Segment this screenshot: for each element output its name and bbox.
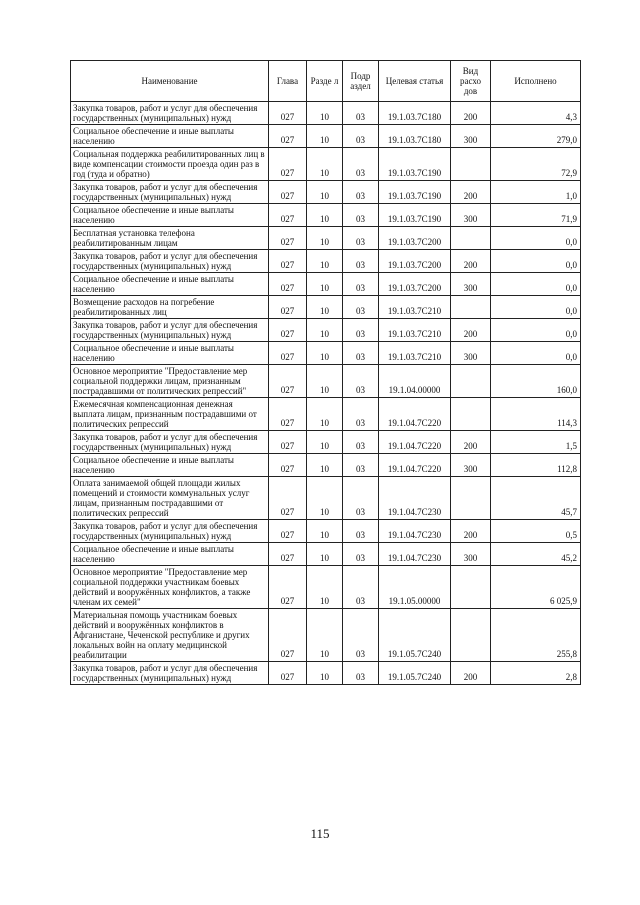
cell-glava: 027 [269,181,307,204]
header-row [71,61,581,102]
cell-razdel: 10 [307,543,343,566]
cell-razdel: 10 [307,250,343,273]
cell-razdel: 10 [307,296,343,319]
cell-glava: 027 [269,250,307,273]
cell-name: Возмещение расходов на погребение реабилитированных лиц [71,296,269,319]
cell-ispolneno: 45,7 [491,477,581,520]
cell-vid: 300 [451,454,491,477]
cell-glava: 027 [269,365,307,398]
cell-ispolneno: 71,9 [491,204,581,227]
cell-ispolneno: 2,8 [491,662,581,685]
cell-statya: 19.1.03.7С200 [379,250,451,273]
cell-vid: 300 [451,204,491,227]
cell-ispolneno: 0,0 [491,227,581,250]
cell-statya: 19.1.03.7С190 [379,148,451,181]
cell-ispolneno: 0,0 [491,273,581,296]
table-row [71,204,581,227]
cell-ispolneno: 0,5 [491,520,581,543]
cell-razdel: 10 [307,520,343,543]
cell-name: Закупка товаров, работ и услуг для обеспечения государственных (муниципальных) нужд [71,250,269,273]
cell-podrazdel: 03 [343,431,379,454]
cell-statya: 19.1.03.7С190 [379,181,451,204]
cell-name: Социальное обеспечение и иные выплаты населению [71,273,269,296]
table-row [71,125,581,148]
table-row [71,609,581,662]
cell-vid: 300 [451,342,491,365]
header-statya: Целевая статья [379,61,451,102]
cell-podrazdel: 03 [343,148,379,181]
cell-name: Социальное обеспечение и иные выплаты населению [71,454,269,477]
cell-glava: 027 [269,543,307,566]
page-number: 115 [310,826,330,841]
cell-name: Закупка товаров, работ и услуг для обеспечения государственных (муниципальных) нужд [71,319,269,342]
cell-razdel: 10 [307,454,343,477]
cell-podrazdel: 03 [343,543,379,566]
cell-razdel: 10 [307,102,343,125]
cell-name: Оплата занимаемой общей площади жилых помещений и стоимости коммунальных услуг лицам, признанным пострадавшими от политических репрессий [71,477,269,520]
cell-razdel: 10 [307,148,343,181]
table-row [71,148,581,181]
table-row [71,342,581,365]
cell-razdel: 10 [307,365,343,398]
cell-podrazdel: 03 [343,342,379,365]
cell-glava: 027 [269,662,307,685]
cell-podrazdel: 03 [343,181,379,204]
cell-statya: 19.1.03.7С180 [379,125,451,148]
cell-podrazdel: 03 [343,125,379,148]
table-row [71,520,581,543]
cell-statya: 19.1.03.7С200 [379,227,451,250]
cell-vid [451,296,491,319]
cell-name: Материальная помощь участникам боевых действий и вооружённых конфликтов в Афганистане, Чеченской республике и других локальных войн на оплату медицинской реабилитации [71,609,269,662]
cell-vid: 300 [451,273,491,296]
header-podrazdel: Подр аздел [343,61,379,102]
cell-razdel: 10 [307,227,343,250]
table-header [71,61,581,102]
cell-vid: 300 [451,543,491,566]
cell-name: Бесплатная установка телефона реабилитированным лицам [71,227,269,250]
cell-statya: 19.1.05.7С240 [379,662,451,685]
cell-glava: 027 [269,454,307,477]
cell-vid [451,566,491,609]
cell-ispolneno: 160,0 [491,365,581,398]
cell-vid: 200 [451,250,491,273]
cell-name: Социальное обеспечение и иные выплаты населению [71,125,269,148]
cell-glava: 027 [269,204,307,227]
cell-vid: 200 [451,520,491,543]
cell-podrazdel: 03 [343,566,379,609]
cell-glava: 027 [269,296,307,319]
cell-ispolneno: 114,3 [491,398,581,431]
cell-ispolneno: 6 025,9 [491,566,581,609]
cell-podrazdel: 03 [343,365,379,398]
cell-ispolneno: 1,0 [491,181,581,204]
cell-glava: 027 [269,520,307,543]
cell-glava: 027 [269,477,307,520]
cell-name: Закупка товаров, работ и услуг для обеспечения государственных (муниципальных) нужд [71,181,269,204]
cell-ispolneno: 0,0 [491,342,581,365]
table-row [71,365,581,398]
cell-glava: 027 [269,566,307,609]
cell-razdel: 10 [307,181,343,204]
cell-podrazdel: 03 [343,398,379,431]
cell-glava: 027 [269,102,307,125]
cell-name: Основное мероприятие "Предоставление мер социальной поддержки лицам, признанным пострадавшими от политических репрессий" [71,365,269,398]
cell-podrazdel: 03 [343,273,379,296]
cell-razdel: 10 [307,566,343,609]
cell-podrazdel: 03 [343,477,379,520]
cell-statya: 19.1.04.7С230 [379,520,451,543]
cell-razdel: 10 [307,662,343,685]
cell-statya: 19.1.03.7С190 [379,204,451,227]
cell-podrazdel: 03 [343,296,379,319]
header-vid: Вид расхо дов [451,61,491,102]
cell-ispolneno: 1,5 [491,431,581,454]
cell-ispolneno: 279,0 [491,125,581,148]
cell-statya: 19.1.03.7С200 [379,273,451,296]
cell-glava: 027 [269,227,307,250]
table-row [71,181,581,204]
table-row [71,454,581,477]
cell-ispolneno: 0,0 [491,319,581,342]
cell-statya: 19.1.04.7С230 [379,543,451,566]
cell-podrazdel: 03 [343,319,379,342]
cell-vid: 200 [451,431,491,454]
cell-podrazdel: 03 [343,520,379,543]
table-body [71,102,581,685]
cell-razdel: 10 [307,342,343,365]
cell-ispolneno: 0,0 [491,250,581,273]
cell-glava: 027 [269,273,307,296]
cell-name: Закупка товаров, работ и услуг для обеспечения государственных (муниципальных) нужд [71,431,269,454]
cell-statya: 19.1.04.7С230 [379,477,451,520]
cell-vid [451,227,491,250]
cell-statya: 19.1.03.7С210 [379,296,451,319]
cell-glava: 027 [269,398,307,431]
budget-table-container [70,60,580,685]
cell-glava: 027 [269,319,307,342]
cell-name: Закупка товаров, работ и услуг для обеспечения государственных (муниципальных) нужд [71,662,269,685]
cell-vid [451,365,491,398]
cell-razdel: 10 [307,398,343,431]
table-row [71,477,581,520]
cell-vid: 200 [451,102,491,125]
cell-podrazdel: 03 [343,227,379,250]
cell-vid [451,148,491,181]
table-row [71,398,581,431]
cell-podrazdel: 03 [343,662,379,685]
header-name: Наименование [71,61,269,102]
table-row [71,250,581,273]
cell-podrazdel: 03 [343,102,379,125]
table-row [71,431,581,454]
cell-statya: 19.1.04.00000 [379,365,451,398]
cell-name: Основное мероприятие "Предоставление мер социальной поддержки участникам боевых действий и вооружённых конфликтов, а также членам их семей" [71,566,269,609]
cell-statya: 19.1.05.7С240 [379,609,451,662]
cell-razdel: 10 [307,477,343,520]
cell-razdel: 10 [307,125,343,148]
cell-name: Социальное обеспечение и иные выплаты населению [71,342,269,365]
cell-ispolneno: 45,2 [491,543,581,566]
cell-name: Закупка товаров, работ и услуг для обеспечения государственных (муниципальных) нужд [71,520,269,543]
cell-statya: 19.1.04.7С220 [379,454,451,477]
table-row [71,102,581,125]
cell-name: Социальная поддержка реабилитированных лиц в виде компенсации стоимости проезда один раз в год (туда и обратно) [71,148,269,181]
cell-razdel: 10 [307,609,343,662]
budget-table [70,60,581,685]
cell-glava: 027 [269,148,307,181]
cell-statya: 19.1.04.7С220 [379,398,451,431]
cell-glava: 027 [269,342,307,365]
cell-name: Закупка товаров, работ и услуг для обеспечения государственных (муниципальных) нужд [71,102,269,125]
cell-vid: 300 [451,125,491,148]
table-row [71,227,581,250]
cell-vid: 200 [451,662,491,685]
cell-glava: 027 [269,125,307,148]
cell-vid: 200 [451,319,491,342]
cell-podrazdel: 03 [343,204,379,227]
cell-vid [451,477,491,520]
table-row [71,296,581,319]
table-row [71,662,581,685]
header-glava: Глава [269,61,307,102]
header-razdel: Разде л [307,61,343,102]
cell-podrazdel: 03 [343,454,379,477]
table-row [71,319,581,342]
cell-name: Социальное обеспечение и иные выплаты населению [71,543,269,566]
cell-ispolneno: 255,8 [491,609,581,662]
cell-glava: 027 [269,431,307,454]
table-row [71,543,581,566]
cell-podrazdel: 03 [343,609,379,662]
table-row [71,273,581,296]
cell-razdel: 10 [307,204,343,227]
cell-name: Ежемесячная компенсационная денежная выплата лицам, признанным пострадавшими от политических репрессий [71,398,269,431]
cell-razdel: 10 [307,319,343,342]
table-row [71,566,581,609]
header-ispolneno: Исполнено [491,61,581,102]
cell-statya: 19.1.04.7С220 [379,431,451,454]
cell-ispolneno: 0,0 [491,296,581,319]
cell-vid [451,609,491,662]
cell-razdel: 10 [307,273,343,296]
cell-statya: 19.1.05.00000 [379,566,451,609]
cell-razdel: 10 [307,431,343,454]
cell-statya: 19.1.03.7С210 [379,319,451,342]
cell-statya: 19.1.03.7С180 [379,102,451,125]
cell-statya: 19.1.03.7С210 [379,342,451,365]
cell-ispolneno: 72,9 [491,148,581,181]
cell-vid: 200 [451,181,491,204]
cell-ispolneno: 112,8 [491,454,581,477]
cell-ispolneno: 4,3 [491,102,581,125]
cell-name: Социальное обеспечение и иные выплаты населению [71,204,269,227]
cell-glava: 027 [269,609,307,662]
cell-vid [451,398,491,431]
cell-podrazdel: 03 [343,250,379,273]
